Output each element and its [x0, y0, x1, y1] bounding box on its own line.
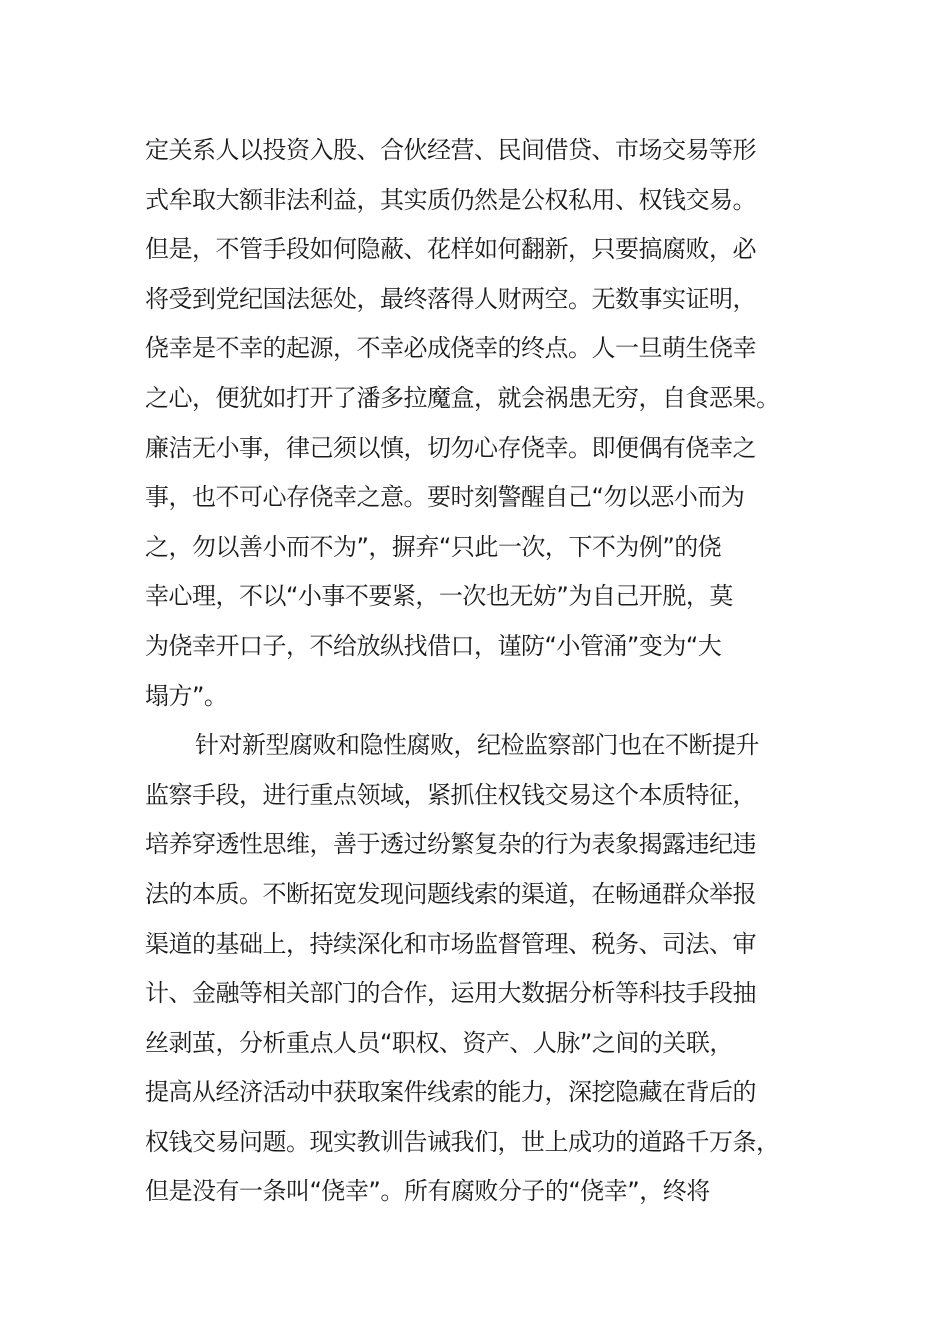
text-line: 但是，不管手段如何隐蔽、花样如何翻新，只要搞腐败，必 [145, 235, 756, 264]
text-line: 权钱交易问题。现实教训告诫我们，世上成功的道路千万条， [145, 1127, 780, 1156]
text-line: 培养穿透性思维，善于透过纷繁复杂的行为表象揭露违纪违 [145, 830, 756, 859]
text-line: 廉洁无小事，律己须以慎，切勿心存侥幸。即便偶有侥幸之 [145, 433, 756, 462]
text-line: 丝剥茧，分析重点人员“职权、资产、人脉”之间的关联， [145, 1028, 733, 1057]
text-line: 将受到党纪国法惩处，最终落得人财两空。无数事实证明， [145, 284, 756, 313]
text-line: 计、金融等相关部门的合作，运用大数据分析等科技手段抽 [145, 979, 756, 1008]
text-line: 之，勿以善小而不为”，摒弃“只此一次，下不为例”的侥 [145, 532, 722, 561]
text-line: 幸心理，不以“小事不要紧，一次也无妨”为自己开脱，莫 [145, 582, 733, 611]
text-line: 式牟取大额非法利益，其实质仍然是公权私用、权钱交易。 [145, 185, 756, 214]
text-line: 侥幸是不幸的起源，不幸必成侥幸的终点。人一旦萌生侥幸 [145, 334, 756, 363]
text-line: 定关系人以投资入股、合伙经营、民间借贷、市场交易等形 [145, 136, 756, 164]
text-line: 法的本质。不断拓宽发现问题线索的渠道，在畅通群众举报 [145, 879, 756, 908]
text-line: 之心，便犹如打开了潘多拉魔盒，就会祸患无穷，自食恶果。 [145, 383, 780, 412]
text-line: 渠道的基础上，持续深化和市场监督管理、税务、司法、审 [145, 929, 756, 958]
paragraph-start-line: 针对新型腐败和隐性腐败，纪检监察部门也在不断提升 [195, 731, 759, 760]
text-line: 塌方”。 [145, 681, 228, 710]
text-line: 但是没有一条叫“侥幸”。所有腐败分子的“侥幸”，终将 [145, 1177, 710, 1206]
body-text [145, 126, 805, 1217]
text-line: 提高从经济活动中获取案件线索的能力，深挖隐藏在背后的 [145, 1078, 756, 1107]
text-line: 监察手段，进行重点领域，紧抓住权钱交易这个本质特征， [145, 780, 756, 809]
text-line: 为侥幸开口子，不给放纵找借口，谨防“小管涌”变为“大 [145, 631, 722, 660]
text-line: 事，也不可心存侥幸之意。要时刻警醒自己“勿以恶小而为 [145, 483, 745, 512]
